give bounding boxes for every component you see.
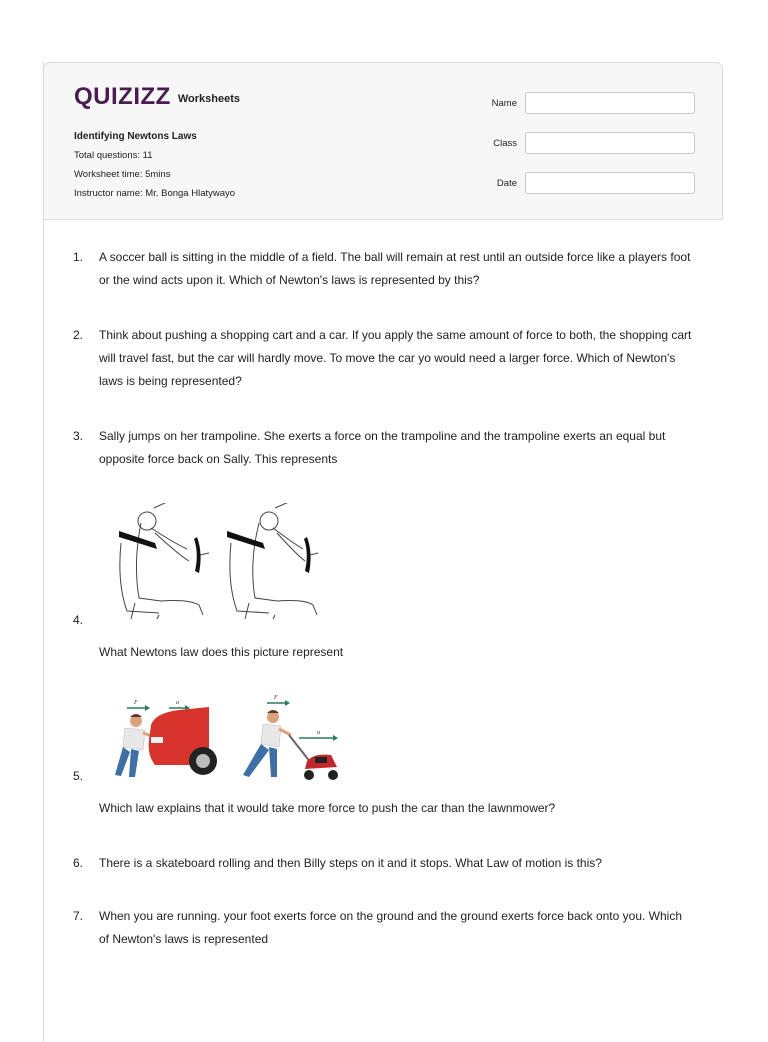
svg-text:F: F [274,695,278,701]
question-text: A soccer ball is sitting in the middle of a field. The ball will remain at rest until an outside force like a players foot or the wind acts upon it. Which of Newton's laws is represented by this? [99,250,691,287]
question-text: When you are running. your foot exerts force on the ground and the ground exerts force back onto you. Which of Newton's laws is represented [99,909,683,946]
question-number: 5. [73,769,84,783]
worksheet-title: Identifying Newtons Laws [74,131,197,142]
worksheet-header [43,62,723,220]
question-6 [73,852,693,875]
question-7 [73,905,693,951]
class-input[interactable] [525,132,695,154]
question-text: Sally jumps on her trampoline. She exerts a force on the trampoline and the trampoline exerts an equal but opposite force back on Sally. This represents [99,429,666,466]
instructor-name: Instructor name: Mr. Bonga Hlatywayo [74,188,236,199]
force-label: F [134,700,138,706]
question-4 [73,609,693,664]
question-number: 6. [73,856,84,870]
worksheet-meta [74,127,235,203]
question-3 [73,425,693,471]
logo-word: QUIZIZZ [74,83,171,110]
question-5 [73,765,693,820]
question-text: What Newtons law does this picture represent [99,645,344,659]
question-text: Which law explains that it would take more force to push the car than the lawnmower? [99,801,556,815]
date-label: Date [496,177,517,189]
seatbelt-illustration [99,503,324,621]
question-number: 1. [73,250,84,264]
name-label: Name [491,97,517,109]
question-number: 7. [73,909,84,923]
svg-text:a: a [317,730,320,736]
class-label: Class [493,137,517,149]
quizizz-logo [74,83,240,111]
student-fields [474,91,695,211]
date-input[interactable] [525,172,695,194]
worksheet-time: Worksheet time: 5mins [74,169,171,180]
total-questions: Total questions: 11 [74,150,153,161]
question-number: 4. [73,613,84,627]
question-text: Think about pushing a shopping cart and a car. If you apply the same amount of force to both, the shopping cart will travel fast, but the car will hardly move. To move the car yo would need a larger force. Which of Newton's laws is being represented? [99,328,692,388]
question-1 [73,246,693,292]
question-number: 2. [73,328,84,342]
question-number: 3. [73,429,84,443]
acceleration-label: a [176,700,179,706]
question-text: There is a skateboard rolling and then Billy steps on it and it stops. What Law of motion is this? [99,856,602,870]
name-input[interactable] [525,92,695,114]
logo-subtitle: Worksheets [177,93,240,105]
question-2 [73,324,693,393]
